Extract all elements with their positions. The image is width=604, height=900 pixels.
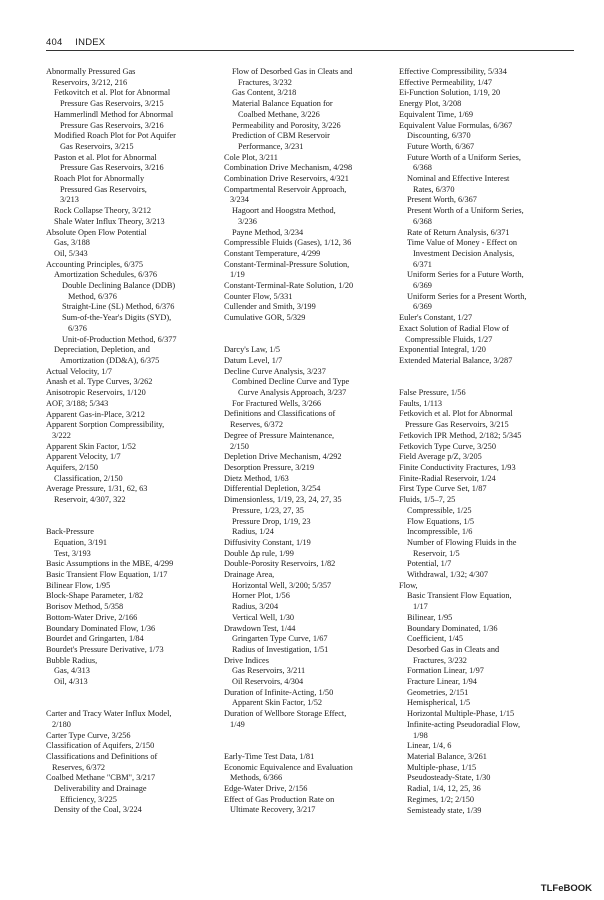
- index-entry: Exponential Integral, 1/20: [399, 345, 486, 355]
- index-entry: Reserves, 6/372: [230, 420, 283, 430]
- index-entry: Bilinear Flow, 1/95: [46, 580, 111, 590]
- index-entry: Average Pressure, 1/31, 62, 63: [46, 484, 148, 494]
- index-subentry: For Fractured Wells, 3/266: [232, 398, 322, 408]
- index-entry: Apparent Velocity, 1/7: [46, 452, 121, 462]
- index-entry: Fetkovich IPR Method, 2/182; 5/345: [399, 430, 522, 440]
- index-subentry: Gas, 4/313: [54, 666, 90, 676]
- index-entry: Cullender and Smith, 3/199: [224, 302, 316, 312]
- index-subentry: Horner Plot, 1/56: [232, 591, 290, 601]
- index-entry: Classifications and Definitions of: [46, 751, 158, 761]
- index-entry: Accounting Principles, 6/375: [46, 259, 144, 269]
- index-entry: Ultimate Recovery, 3/217: [230, 805, 316, 815]
- index-entry: Diffusivity Constant, 1/19: [224, 537, 311, 547]
- index-entry: Counter Flow, 5/331: [224, 291, 293, 301]
- index-entry: Back-Pressure: [46, 527, 94, 537]
- index-entry: Definitions and Classifications of: [224, 409, 336, 419]
- index-subentry: Depreciation, Depletion, and: [54, 345, 150, 355]
- index-subentry: Material Balance, 3/261: [407, 751, 487, 761]
- index-entry: Bourdet's Pressure Derivative, 1/73: [46, 644, 164, 654]
- index-entry: Extended Material Balance, 3/287: [399, 355, 513, 365]
- index-subentry: Radius, 1/24: [232, 527, 274, 537]
- index-subentry: Pressure Gas Reservoirs, 3/216: [60, 163, 164, 173]
- index-subentry: Equation, 3/191: [54, 537, 108, 547]
- index-subentry: Nominal and Effective Interest: [407, 174, 510, 184]
- index-subentry: Bilinear, 1/95: [407, 612, 453, 622]
- index-subentry: Material Balance Equation for: [232, 99, 333, 109]
- index-entry: Aquifers, 2/150: [46, 463, 99, 473]
- index-subentry: Gringarten Type Curve, 1/67: [232, 634, 328, 644]
- section-title: INDEX: [75, 37, 106, 48]
- index-subentry: Test, 3/193: [54, 548, 91, 558]
- index-entry: Darcy's Law, 1/5: [224, 345, 281, 355]
- index-entry: Drainage Area,: [224, 570, 275, 580]
- index-entry: Drive Indices: [224, 655, 269, 665]
- index-entry: 1/19: [230, 270, 245, 280]
- index-subentry: Pressure Gas Reservoirs, 3/215: [60, 99, 164, 109]
- index-subentry: Pressured Gas Reservoirs,: [60, 184, 147, 194]
- index-subentry: Amortization Schedules, 6/376: [54, 270, 158, 280]
- index-entry: Edge-Water Drive, 2/156: [224, 784, 308, 794]
- index-subentry: Withdrawal, 1/32; 4/307: [407, 570, 489, 580]
- index-entry: Reserves, 6/372: [52, 762, 105, 772]
- section-spacer: [46, 688, 216, 709]
- index-subentry: Radius of Investigation, 1/51: [232, 644, 329, 654]
- index-subentry: 6/368: [413, 216, 432, 226]
- index-subentry: Uniform Series for a Future Worth,: [407, 270, 524, 280]
- index-subentry: Roach Plot for Abnormally: [54, 174, 145, 184]
- index-entry: 2/180: [52, 719, 71, 729]
- index-subentry: Geometries, 2/151: [407, 687, 469, 697]
- index-subentry: 6/368: [413, 163, 432, 173]
- index-entry: Apparent Skin Factor, 1/52: [46, 441, 136, 451]
- index-subentry: Density of the Coal, 3/224: [54, 805, 142, 815]
- index-subentry: 6/369: [413, 281, 432, 291]
- index-entry: Desorption Pressure, 3/219: [224, 463, 315, 472]
- index-subentry: Combined Decline Curve and Type: [232, 377, 350, 387]
- index-entry: Coalbed Methane "CBM", 3/217: [46, 773, 156, 783]
- index-subentry: Fractures, 3/232: [413, 655, 467, 665]
- index-entry: Duration of Infinite-Acting, 1/50: [224, 687, 334, 697]
- index-entry: Actual Velocity, 1/7: [46, 366, 112, 376]
- index-entry: Finite-Radial Reservoir, 1/24: [399, 473, 496, 483]
- index-subentry: 3/236: [238, 216, 257, 226]
- index-subentry: Performance, 3/231: [238, 141, 304, 151]
- index-subentry: Flow of Desorbed Gas in Cleats and: [232, 67, 353, 76]
- index-entry: Euler's Constant, 1/27: [399, 313, 473, 323]
- index-entry: Duration of Wellbore Storage Effect,: [224, 709, 347, 719]
- index-entry: Dimensionless, 1/19, 23, 24, 27, 35: [224, 495, 342, 505]
- index-subentry: 1/98: [413, 730, 428, 740]
- index-subentry: Gas, 3/188: [54, 238, 90, 248]
- index-entry: Economic Equivalence and Evaluation: [224, 762, 353, 772]
- index-subentry: 6/371: [413, 259, 432, 269]
- index-subentry: Reservoir, 1/5: [413, 548, 460, 558]
- index-subentry: Present Worth, 6/367: [407, 195, 477, 205]
- index-subentry: Gas Content, 3/218: [232, 88, 297, 98]
- index-entry: Methods, 6/366: [230, 773, 283, 783]
- index-subentry: Gas Reservoirs, 3/215: [60, 141, 134, 151]
- index-subentry: 1/17: [413, 602, 428, 612]
- index-subentry: Reservoir, 4/307, 322: [54, 495, 126, 505]
- index-subentry: Semisteady state, 1/39: [407, 805, 482, 815]
- index-subentry: Unit-of-Production Method, 6/377: [62, 334, 177, 344]
- index-subentry: Investment Decision Analysis,: [413, 248, 515, 258]
- index-entry: Field Average p/Z, 3/205: [399, 452, 482, 462]
- index-subentry: Uniform Series for a Present Worth,: [407, 291, 527, 301]
- section-spacer: [399, 367, 569, 388]
- index-column-3: [399, 67, 569, 816]
- index-subentry: Coefficient, 1/45: [407, 634, 464, 644]
- index-entry: Reservoirs, 3/212, 216: [52, 77, 128, 87]
- index-subentry: Coalbed Methane, 3/226: [238, 109, 320, 119]
- index-subentry: Oil, 5/343: [54, 248, 88, 258]
- index-subentry: Hammerlindl Method for Abnormal: [54, 109, 174, 119]
- index-entry: Depletion Drive Mechanism, 4/292: [224, 452, 342, 462]
- index-column-2: [224, 67, 394, 816]
- index-subentry: Desorbed Gas in Cleats and: [407, 644, 500, 654]
- index-entry: Bourdet and Gringarten, 1/84: [46, 634, 144, 644]
- index-entry: Borisov Method, 5/358: [46, 602, 124, 612]
- index-entry: Carter Type Curve, 3/256: [46, 730, 131, 740]
- index-entry: Pressure Gas Reservoirs, 3/215: [405, 420, 509, 430]
- index-subentry: Horizontal Well, 3/200; 5/357: [232, 580, 332, 590]
- index-entry: Basic Transient Flow Equation, 1/17: [46, 570, 168, 580]
- index-entry: Cole Plot, 3/211: [224, 152, 278, 162]
- index-subentry: Discounting, 6/370: [407, 131, 471, 141]
- index-entry: Combination Drive Mechanism, 4/298: [224, 163, 353, 173]
- index-subentry: Fetkovitch et al. Plot for Abnormal: [54, 88, 171, 98]
- index-subentry: Rate of Return Analysis, 6/371: [407, 227, 510, 237]
- index-entry: Flow,: [399, 580, 418, 590]
- index-subentry: Classification, 2/150: [54, 473, 123, 483]
- index-subentry: Radius, 3/204: [232, 602, 279, 612]
- index-entry: First Type Curve Set, 1/87: [399, 484, 487, 494]
- index-entry: AOF, 3/188; 5/343: [46, 398, 109, 408]
- index-entry: Exact Solution of Radial Flow of: [399, 323, 509, 333]
- index-entry: Datum Level, 1/7: [224, 355, 283, 365]
- index-entry: False Pressure, 1/56: [399, 388, 466, 398]
- index-entry: Decline Curve Analysis, 3/237: [224, 366, 326, 376]
- index-entry: Finite Conductivity Fractures, 1/93: [399, 463, 516, 472]
- index-subentry: Hemispherical, 1/5: [407, 698, 471, 708]
- index-subentry: Efficiency, 3/225: [60, 794, 117, 804]
- index-subentry: Prediction of CBM Reservoir: [232, 131, 330, 141]
- index-subentry: Fracture Linear, 1/94: [407, 677, 477, 687]
- footer-brand: TLFeBOOK: [540, 883, 592, 894]
- index-subentry: Boundary Dominated, 1/36: [407, 623, 498, 633]
- index-entry: Constant-Terminal-Rate Solution, 1/20: [224, 281, 354, 291]
- index-entry: Fluids, 1/5–7, 25: [399, 495, 456, 505]
- index-entry: Combination Drive Reservoirs, 4/321: [224, 174, 349, 184]
- index-entry: Abnormally Pressured Gas: [46, 67, 136, 76]
- index-entry: Fetkovich Type Curve, 3/250: [399, 441, 496, 451]
- index-entry: Absolute Open Flow Potential: [46, 227, 147, 237]
- index-entry: Carter and Tracy Water Influx Model,: [46, 709, 172, 719]
- index-entry: Basic Assumptions in the MBE, 4/299: [46, 559, 174, 569]
- index-subentry: Pseudosteady-State, 1/30: [407, 773, 491, 783]
- page-number: 404: [46, 37, 63, 48]
- index-entry: Block-Shape Parameter, 1/82: [46, 591, 144, 601]
- index-subentry: 3/213: [60, 195, 79, 205]
- index-subentry: Potential, 1/7: [407, 559, 452, 569]
- index-subentry: Shale Water Influx Theory, 3/213: [54, 216, 165, 226]
- index-entry: Boundary Dominated Flow, 1/36: [46, 623, 156, 633]
- index-entry: Drawdown Test, 1/44: [224, 623, 296, 633]
- index-subentry: Rock Collapse Theory, 3/212: [54, 206, 152, 216]
- index-entry: Constant Temperature, 4/299: [224, 248, 321, 258]
- index-subentry: Permeability and Porosity, 3/226: [232, 120, 341, 130]
- index-subentry: Pressure Drop, 1/19, 23: [232, 516, 311, 526]
- index-subentry: Pressure, 1/23, 27, 35: [232, 505, 304, 515]
- index-subentry: Curve Analysis Approach, 3/237: [238, 388, 347, 398]
- index-subentry: Linear, 1/4, 6: [407, 741, 452, 751]
- index-entry: Effective Compressibility, 5/334: [399, 67, 507, 76]
- index-subentry: Compressible, 1/25: [407, 505, 472, 515]
- index-subentry: Modified Roach Plot for Pot Aquifer: [54, 131, 176, 141]
- index-subentry: Fractures, 3/232: [238, 77, 292, 87]
- index-entry: Effective Permeability, 1/47: [399, 77, 493, 87]
- index-entry: Differential Depletion, 3/254: [224, 484, 321, 494]
- index-subentry: Apparent Skin Factor, 1/52: [232, 698, 322, 708]
- index-entry: Anisotropic Reservoirs, 1/120: [46, 388, 146, 398]
- index-subentry: Amortization (DD&A), 6/375: [60, 355, 160, 365]
- index-entry: Classification of Aquifers, 2/150: [46, 741, 155, 751]
- index-subentry: Method, 6/376: [68, 291, 117, 301]
- index-entry: 3/222: [52, 430, 71, 440]
- index-subentry: Future Worth of a Uniform Series,: [407, 152, 521, 162]
- index-entry: Compressible Fluids (Gases), 1/12, 36: [224, 238, 352, 248]
- index-entry: Constant-Terminal-Pressure Solution,: [224, 259, 350, 269]
- index-subentry: Future Worth, 6/367: [407, 141, 475, 151]
- index-entry: Dietz Method, 1/63: [224, 473, 289, 483]
- index-entry: 2/150: [230, 441, 249, 451]
- index-entry: Energy Plot, 3/208: [399, 99, 462, 109]
- index-subentry: Vertical Well, 1/30: [232, 612, 295, 622]
- index-subentry: Rates, 6/370: [413, 184, 455, 194]
- index-column-1: [46, 67, 216, 816]
- index-entry: Faults, 1/113: [399, 398, 443, 408]
- index-subentry: Deliverability and Drainage: [54, 784, 147, 794]
- index-subentry: Incompressible, 1/6: [407, 527, 473, 537]
- index-subentry: Straight-Line (SL) Method, 6/376: [62, 302, 175, 312]
- index-entry: Double-Porosity Reservoirs, 1/82: [224, 559, 336, 569]
- index-entry: Fetkovich et al. Plot for Abnormal: [399, 409, 513, 419]
- index-subentry: Time Value of Money - Effect on: [407, 238, 517, 248]
- index-entry: Degree of Pressure Maintenance,: [224, 430, 335, 440]
- index-subentry: Radial, 1/4, 12, 25, 36: [407, 784, 481, 794]
- index-subentry: Regimes, 1/2; 2/150: [407, 794, 475, 804]
- index-subentry: 6/369: [413, 302, 432, 312]
- index-entry: 3/234: [230, 195, 249, 205]
- index-subentry: Horizontal Multiple-Phase, 1/15: [407, 709, 515, 719]
- index-entry: Equivalent Time, 1/69: [399, 109, 473, 119]
- index-entry: Effect of Gas Production Rate on: [224, 794, 335, 804]
- index-entry: Double Δp rule, 1/99: [224, 548, 294, 558]
- index-subentry: Hagoort and Hoogstra Method,: [232, 206, 336, 216]
- index-entry: Apparent Gas-in-Place, 3/212: [46, 409, 145, 419]
- index-entry: Compartmental Reservoir Approach,: [224, 184, 347, 194]
- index-entry: 1/49: [230, 719, 245, 729]
- index-entry: Early-Time Test Data, 1/81: [224, 751, 315, 761]
- index-subentry: Infinite-acting Pseudoradial Flow,: [407, 719, 521, 729]
- index-subentry: Number of Flowing Fluids in the: [407, 537, 517, 547]
- index-entry: Compressible Fluids, 1/27: [405, 334, 493, 344]
- index-subentry: Basic Transient Flow Equation,: [407, 591, 512, 601]
- index-subentry: Oil Reservoirs, 4/304: [232, 677, 304, 687]
- index-subentry: Flow Equations, 1/5: [407, 516, 475, 526]
- section-spacer: [224, 731, 394, 752]
- index-entry: Ei-Function Solution, 1/19, 20: [399, 88, 501, 98]
- index-entry: Bubble Radius,: [46, 655, 98, 665]
- index-entry: Equivalent Value Formulas, 6/367: [399, 120, 513, 130]
- index-subentry: 6/376: [68, 323, 87, 333]
- index-subentry: Sum-of-the-Year's Digits (SYD),: [62, 313, 172, 323]
- index-subentry: Pressure Gas Reservoirs, 3/216: [60, 120, 164, 130]
- index-subentry: Gas Reservoirs, 3/211: [232, 666, 306, 676]
- index-entry: Apparent Sorption Compressibility,: [46, 420, 165, 430]
- index-entry: Anash et al. Type Curves, 3/262: [46, 377, 153, 387]
- section-spacer: [224, 324, 394, 345]
- index-subentry: Present Worth of a Uniform Series,: [407, 206, 524, 216]
- index-subentry: Payne Method, 3/234: [232, 227, 304, 237]
- header-rule: [46, 50, 574, 51]
- index-subentry: Oil, 4/313: [54, 677, 88, 687]
- index-subentry: Double Declining Balance (DDB): [62, 281, 176, 291]
- index-subentry: Multiple-phase, 1/15: [407, 762, 477, 772]
- index-entry: Bottom-Water Drive, 2/166: [46, 612, 138, 622]
- index-subentry: Formation Linear, 1/97: [407, 666, 484, 676]
- index-subentry: Paston et al. Plot for Abnormal: [54, 152, 157, 162]
- running-header: [46, 37, 105, 48]
- section-spacer: [46, 506, 216, 527]
- index-entry: Cumulative GOR, 5/329: [224, 313, 306, 323]
